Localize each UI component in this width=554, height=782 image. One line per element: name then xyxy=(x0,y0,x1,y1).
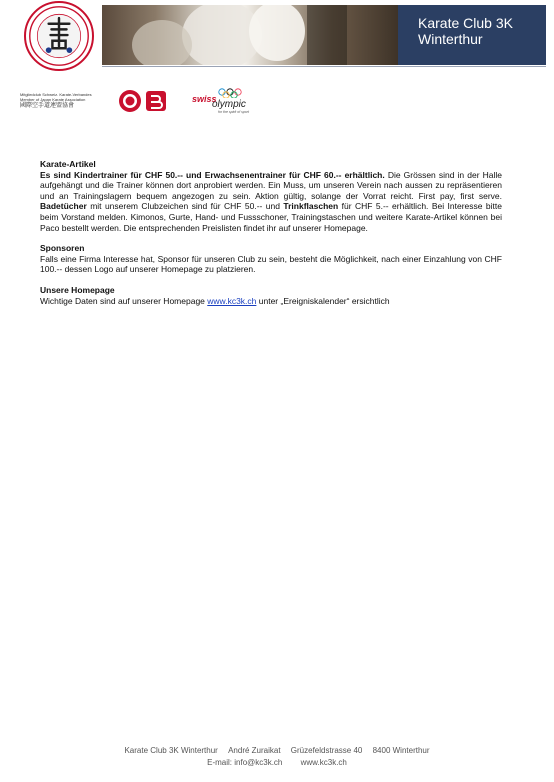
association-line2: Member of Japan Karate Association xyxy=(20,97,86,102)
section-sponsoren xyxy=(40,243,502,275)
footer-street: Grüzefeldstrasse 40 xyxy=(290,746,363,755)
text-part: für CHF 5.-- erhältlich. Bei Interesse bitte beim Vorstand melden. Kimonos, Gurte, Hand- und Fussschoner, Trainingstaschen und weitere Karate-Artikel können bei Paco bestellt werden. Die entsprechenden Preislisten findet ihr auf unserer Homepage. xyxy=(40,201,502,233)
association-text xyxy=(20,92,112,110)
letter-body xyxy=(40,159,502,316)
swiss-olympic-word2: olympic xyxy=(212,99,246,110)
section-heading: Sponsoren xyxy=(40,243,85,254)
footer-person: André Zuraikat xyxy=(228,746,281,755)
banner-photo xyxy=(102,5,398,65)
association-cjk: 國際空手道連盟協會 xyxy=(20,103,75,109)
section-heading: Karate-Artikel xyxy=(40,159,96,169)
section-homepage xyxy=(40,285,502,306)
footer-club: Karate Club 3K Winterthur xyxy=(124,746,218,755)
swiss-olympic-word1: swiss xyxy=(192,94,217,104)
jkf-logo-icon xyxy=(118,89,142,113)
association-line1: Mitgliedclub Schweiz. Karate-Verbandes xyxy=(20,92,92,97)
section-text: Falls eine Firma Interesse hat, Sponsor für unseren Club zu sein, besteht die Möglichkeit, nach einer Einzahlung von CHF 100.-- dessen Logo auf unserer Homepage zu platzieren. xyxy=(40,253,502,275)
swiss-olympic-logo xyxy=(190,88,260,116)
footer-contact xyxy=(0,757,554,769)
footer xyxy=(0,745,554,769)
footer-web[interactable]: www.kc3k.ch xyxy=(300,758,347,767)
header-divider xyxy=(102,66,546,67)
section-karate-artikel xyxy=(40,159,502,233)
banner-title xyxy=(398,5,546,65)
letterhead xyxy=(0,0,554,72)
section-heading: Unsere Homepage xyxy=(40,284,115,295)
text-part: mit unserem Clubzeichen sind für CHF 50.-- und xyxy=(86,201,284,212)
bold-trinkflaschen: Trinkflaschen xyxy=(283,201,339,212)
footer-email[interactable]: E-mail: info@kc3k.ch xyxy=(207,758,283,767)
club-name-line2: Winterthur xyxy=(418,31,483,47)
karate-fighters-photo-icon xyxy=(102,5,398,65)
footer-address xyxy=(0,745,554,757)
text-part: unter „Ereigniskalender“ ersichtlich xyxy=(256,295,390,306)
swiss-olympic-tagline: for the spirit of sport xyxy=(218,110,249,114)
swiss-karate-logo-icon xyxy=(146,89,166,113)
text-part: Wichtige Daten sind auf unserer Homepage xyxy=(40,295,208,306)
olympic-rings-icon xyxy=(216,88,256,98)
association-logos xyxy=(20,86,380,116)
club-name-line1: Karate Club 3K xyxy=(418,15,513,31)
text-part: Die Grössen sind in der Halle aufgehängt und die Trainer können dort anprobiert werden. Ein Muss, um unseren Verein nach aussen zu repräsentieren und an Trainingslagern bequem angezogen zu sein. Aktion gültig, solange der Vorrat reicht. First pay, first serve. xyxy=(40,169,502,201)
homepage-link[interactable]: www.kc3k.ch xyxy=(207,295,257,306)
footer-city: 8400 Winterthur xyxy=(372,746,430,755)
karate-club-emblem-icon xyxy=(26,3,92,69)
bold-intro: Es sind Kindertrainer für CHF 50.-- und Erwachsenentrainer für CHF 60.-- erhältlich. xyxy=(40,169,385,180)
section-text xyxy=(40,170,502,234)
bold-badetuecher: Badetücher xyxy=(40,201,87,212)
section-text xyxy=(40,296,502,307)
club-logo xyxy=(24,1,94,71)
